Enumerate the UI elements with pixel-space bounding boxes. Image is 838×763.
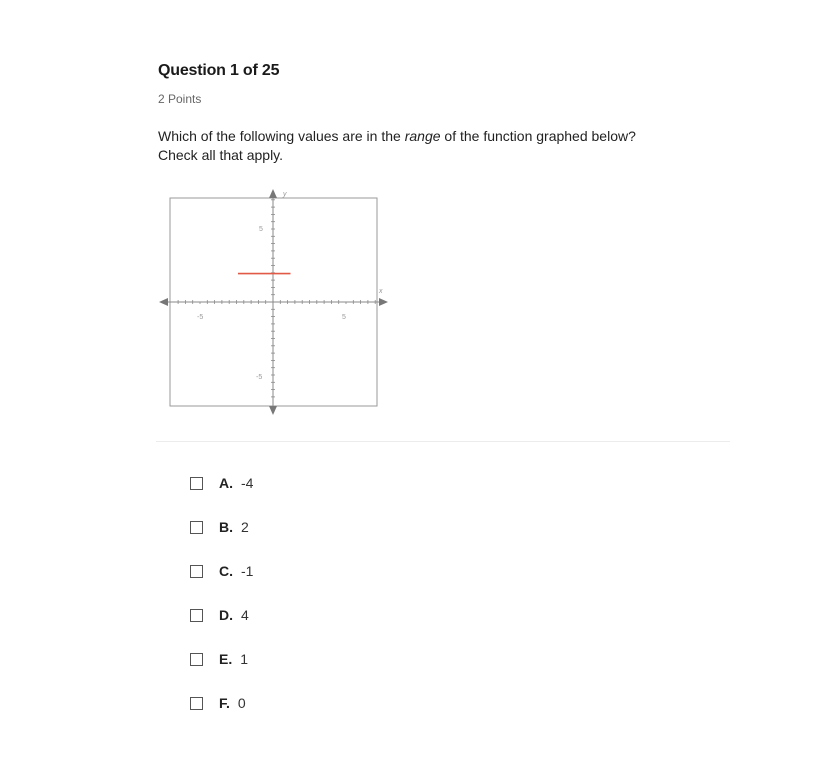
choice-value: 2: [241, 519, 249, 535]
checkbox[interactable]: [190, 521, 203, 534]
answer-choice[interactable]: [190, 517, 253, 537]
choice-letter: E.: [219, 651, 233, 667]
function-graph: [155, 186, 395, 418]
prompt-text-end: of the function graphed below?: [440, 128, 636, 144]
choice-letter: C.: [219, 563, 233, 579]
checkbox[interactable]: [190, 609, 203, 622]
answer-choice[interactable]: [190, 693, 253, 713]
y-axis-label: y: [283, 191, 287, 198]
answer-choice[interactable]: [190, 473, 253, 493]
choice-letter: F.: [219, 695, 230, 711]
checkbox[interactable]: [190, 697, 203, 710]
section-divider: [156, 441, 730, 442]
y-axis-bottom-arrow: [269, 406, 277, 415]
answer-choice[interactable]: [190, 605, 253, 625]
checkbox[interactable]: [190, 653, 203, 666]
choice-value: 1: [240, 651, 249, 667]
y-tick-label-neg5: -5: [256, 374, 263, 381]
choice-letter: B.: [219, 519, 233, 535]
choice-value: -4: [241, 475, 254, 491]
x-tick-label-neg5: -5: [197, 314, 204, 321]
checkbox[interactable]: [190, 477, 203, 490]
x-axis-right-arrow: [379, 298, 388, 306]
answer-choice[interactable]: [190, 561, 253, 581]
prompt-emphasis: range: [404, 128, 441, 144]
checkbox[interactable]: [190, 565, 203, 578]
prompt-instruction: Check all that apply.: [158, 147, 284, 163]
choice-value: -1: [241, 563, 254, 579]
question-title: Question 1 of 25: [158, 62, 280, 79]
answer-choices: [190, 473, 253, 737]
prompt-text-start: Which of the following values are in the: [158, 128, 405, 144]
question-header: [158, 62, 279, 106]
answer-choice[interactable]: [190, 649, 253, 669]
choice-value: 4: [241, 607, 249, 623]
question-points: 2 Points: [158, 92, 202, 106]
graph-ticks: [178, 200, 375, 397]
y-tick-label-5: 5: [259, 226, 263, 233]
x-axis-label: x: [379, 288, 383, 295]
choice-letter: D.: [219, 607, 233, 623]
y-axis-top-arrow: [269, 189, 277, 198]
choice-value: 0: [237, 695, 246, 711]
choice-letter: A.: [219, 475, 233, 491]
x-axis-left-arrow: [159, 298, 168, 306]
x-tick-label-5: 5: [342, 314, 346, 321]
question-prompt: [158, 127, 758, 165]
